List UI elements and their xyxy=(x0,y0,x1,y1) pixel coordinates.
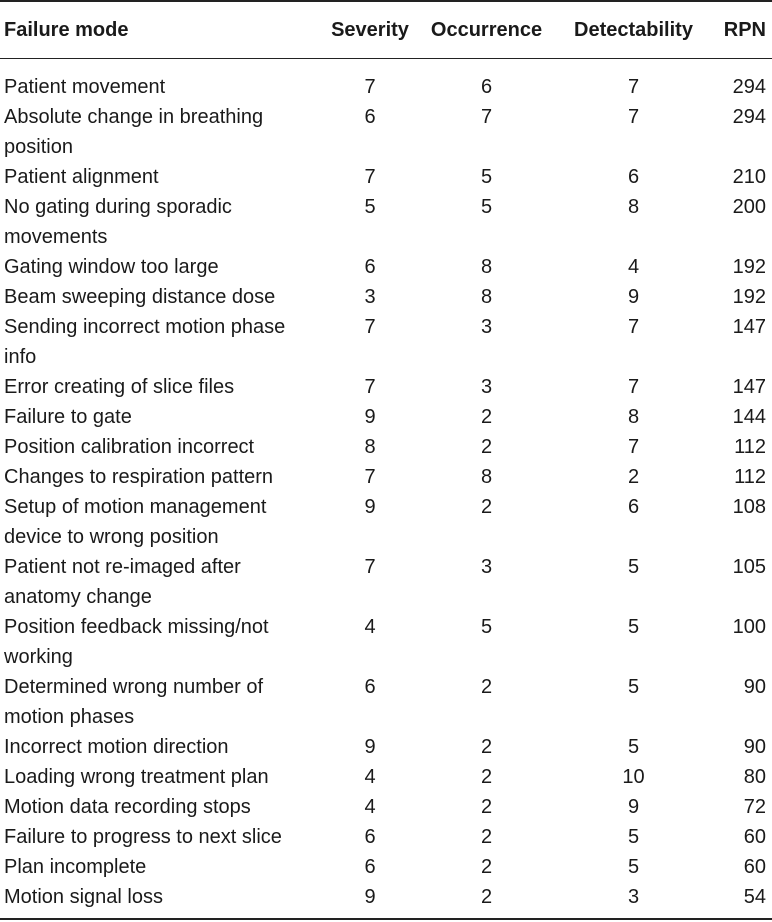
rpn-cell: 90 xyxy=(743,676,766,698)
failure-mode-cell: Absolute change in breathing position xyxy=(4,106,264,158)
occurrence-cell: 2 xyxy=(480,406,493,428)
failure-mode-cell: Beam sweeping distance dose xyxy=(4,286,276,308)
detectability-cell: 6 xyxy=(627,496,640,518)
table-row xyxy=(0,552,772,612)
rpn-cell: 108 xyxy=(732,496,766,518)
detectability-cell: 5 xyxy=(627,676,640,698)
table-row xyxy=(0,462,772,492)
severity-cell: 6 xyxy=(364,856,376,878)
severity-cell: 7 xyxy=(364,376,376,398)
failure-mode-cell: Motion data recording stops xyxy=(4,796,251,818)
rpn-cell: 105 xyxy=(732,556,766,578)
detectability-cell: 5 xyxy=(627,616,640,638)
detectability-cell: 5 xyxy=(627,736,640,758)
severity-cell: 7 xyxy=(364,466,376,488)
occurrence-cell: 3 xyxy=(480,556,493,578)
rpn-cell: 192 xyxy=(732,286,766,308)
occurrence-cell: 2 xyxy=(480,736,493,758)
rpn-cell: 210 xyxy=(732,166,766,188)
occurrence-cell: 5 xyxy=(480,196,493,218)
rpn-cell: 147 xyxy=(732,376,766,398)
severity-cell: 6 xyxy=(364,676,376,698)
detectability-cell: 8 xyxy=(627,406,640,428)
occurrence-cell: 8 xyxy=(480,286,493,308)
severity-cell: 9 xyxy=(364,736,376,758)
occurrence-cell: 2 xyxy=(480,826,493,848)
occurrence-cell: 5 xyxy=(480,616,493,638)
table-row xyxy=(0,732,772,762)
failure-mode-cell: No gating during sporadic movements xyxy=(4,196,232,248)
failure-mode-cell: Error creating of slice files xyxy=(4,376,235,398)
table-row xyxy=(0,882,772,919)
detectability-cell: 7 xyxy=(627,376,640,398)
table-body xyxy=(0,59,772,920)
detectability-cell: 5 xyxy=(627,856,640,878)
detectability-cell: 5 xyxy=(627,826,640,848)
header-severity: Severity xyxy=(331,18,409,41)
detectability-cell: 9 xyxy=(627,286,640,308)
table-row xyxy=(0,192,772,252)
severity-cell: 5 xyxy=(364,196,376,218)
failure-mode-cell: Failure to gate xyxy=(4,406,132,428)
rpn-cell: 147 xyxy=(732,316,766,338)
detectability-cell: 10 xyxy=(622,766,645,788)
header-row xyxy=(0,1,772,59)
severity-cell: 9 xyxy=(364,406,376,428)
detectability-cell: 7 xyxy=(627,76,640,98)
occurrence-cell: 3 xyxy=(480,376,493,398)
table-row xyxy=(0,102,772,162)
table-row xyxy=(0,59,772,103)
table-row xyxy=(0,252,772,282)
table-row xyxy=(0,162,772,192)
rpn-cell: 112 xyxy=(734,436,766,458)
failure-mode-cell: Patient movement xyxy=(4,76,166,98)
occurrence-cell: 2 xyxy=(480,676,493,698)
table-row xyxy=(0,762,772,792)
failure-mode-cell: Position feedback missing/not working xyxy=(4,616,269,668)
rpn-cell: 72 xyxy=(743,796,766,818)
severity-cell: 4 xyxy=(364,796,376,818)
occurrence-cell: 2 xyxy=(480,436,493,458)
occurrence-cell: 3 xyxy=(480,316,493,338)
detectability-cell: 7 xyxy=(627,436,640,458)
table-row xyxy=(0,822,772,852)
occurrence-cell: 8 xyxy=(480,256,493,278)
detectability-cell: 5 xyxy=(627,556,640,578)
detectability-cell: 8 xyxy=(627,196,640,218)
failure-mode-cell: Sending incorrect motion phase info xyxy=(4,316,286,368)
failure-mode-cell: Position calibration incorrect xyxy=(4,436,255,458)
severity-cell: 8 xyxy=(364,436,376,458)
detectability-cell: 7 xyxy=(627,316,640,338)
failure-mode-cell: Determined wrong number of motion phases xyxy=(4,676,264,728)
rpn-cell: 80 xyxy=(743,766,766,788)
rpn-cell: 144 xyxy=(732,406,766,428)
table-row xyxy=(0,402,772,432)
rpn-cell: 192 xyxy=(732,256,766,278)
table-row xyxy=(0,492,772,552)
rpn-cell: 100 xyxy=(732,616,766,638)
occurrence-cell: 8 xyxy=(480,466,493,488)
detectability-cell: 4 xyxy=(627,256,640,278)
occurrence-cell: 2 xyxy=(480,796,493,818)
table-row xyxy=(0,432,772,462)
rpn-cell: 200 xyxy=(732,196,766,218)
header-rpn: RPN xyxy=(723,18,766,41)
table-row xyxy=(0,372,772,402)
failure-mode-cell: Motion signal loss xyxy=(4,886,163,908)
table-row xyxy=(0,312,772,372)
occurrence-cell: 5 xyxy=(480,166,493,188)
table-row xyxy=(0,852,772,882)
failure-mode-cell: Patient not re-imaged after anatomy change xyxy=(4,556,241,608)
header-occurrence: Occurrence xyxy=(430,18,543,41)
failure-mode-cell: Gating window too large xyxy=(4,256,219,278)
rpn-cell: 294 xyxy=(732,76,766,98)
severity-cell: 9 xyxy=(364,886,376,908)
table-row xyxy=(0,672,772,732)
rpn-cell: 60 xyxy=(743,856,766,878)
severity-cell: 3 xyxy=(364,286,376,308)
header-failure-mode: Failure mode xyxy=(4,18,129,41)
failure-mode-cell: Changes to respiration pattern xyxy=(4,466,274,488)
detectability-cell: 9 xyxy=(627,796,640,818)
severity-cell: 9 xyxy=(364,496,376,518)
severity-cell: 4 xyxy=(364,616,376,638)
failure-mode-cell: Setup of motion management device to wrong position xyxy=(4,496,267,548)
header-detectability: Detectability xyxy=(574,18,693,41)
severity-cell: 6 xyxy=(364,826,376,848)
severity-cell: 7 xyxy=(364,556,376,578)
severity-cell: 7 xyxy=(364,76,376,98)
severity-cell: 6 xyxy=(364,106,376,128)
severity-cell: 4 xyxy=(364,766,376,788)
occurrence-cell: 2 xyxy=(480,766,493,788)
severity-cell: 7 xyxy=(364,166,376,188)
detectability-cell: 3 xyxy=(627,886,640,908)
occurrence-cell: 7 xyxy=(480,106,493,128)
table-row xyxy=(0,612,772,672)
table-header xyxy=(0,1,772,59)
rpn-cell: 60 xyxy=(743,826,766,848)
occurrence-cell: 6 xyxy=(480,76,493,98)
failure-mode-cell: Incorrect motion direction xyxy=(4,736,229,758)
occurrence-cell: 2 xyxy=(480,886,493,908)
detectability-cell: 7 xyxy=(627,106,640,128)
detectability-cell: 2 xyxy=(627,466,640,488)
rpn-cell: 112 xyxy=(734,466,766,488)
failure-mode-cell: Loading wrong treatment plan xyxy=(4,766,269,788)
table-row xyxy=(0,282,772,312)
rpn-cell: 90 xyxy=(743,736,766,758)
occurrence-cell: 2 xyxy=(480,856,493,878)
severity-cell: 6 xyxy=(364,256,376,278)
occurrence-cell: 2 xyxy=(480,496,493,518)
failure-mode-cell: Plan incomplete xyxy=(4,856,147,878)
rpn-cell: 294 xyxy=(732,106,766,128)
failure-mode-cell: Patient alignment xyxy=(4,166,159,188)
severity-cell: 7 xyxy=(364,316,376,338)
rpn-cell: 54 xyxy=(743,886,766,908)
table-row xyxy=(0,792,772,822)
failure-mode-cell: Failure to progress to next slice xyxy=(4,826,282,848)
detectability-cell: 6 xyxy=(627,166,640,188)
